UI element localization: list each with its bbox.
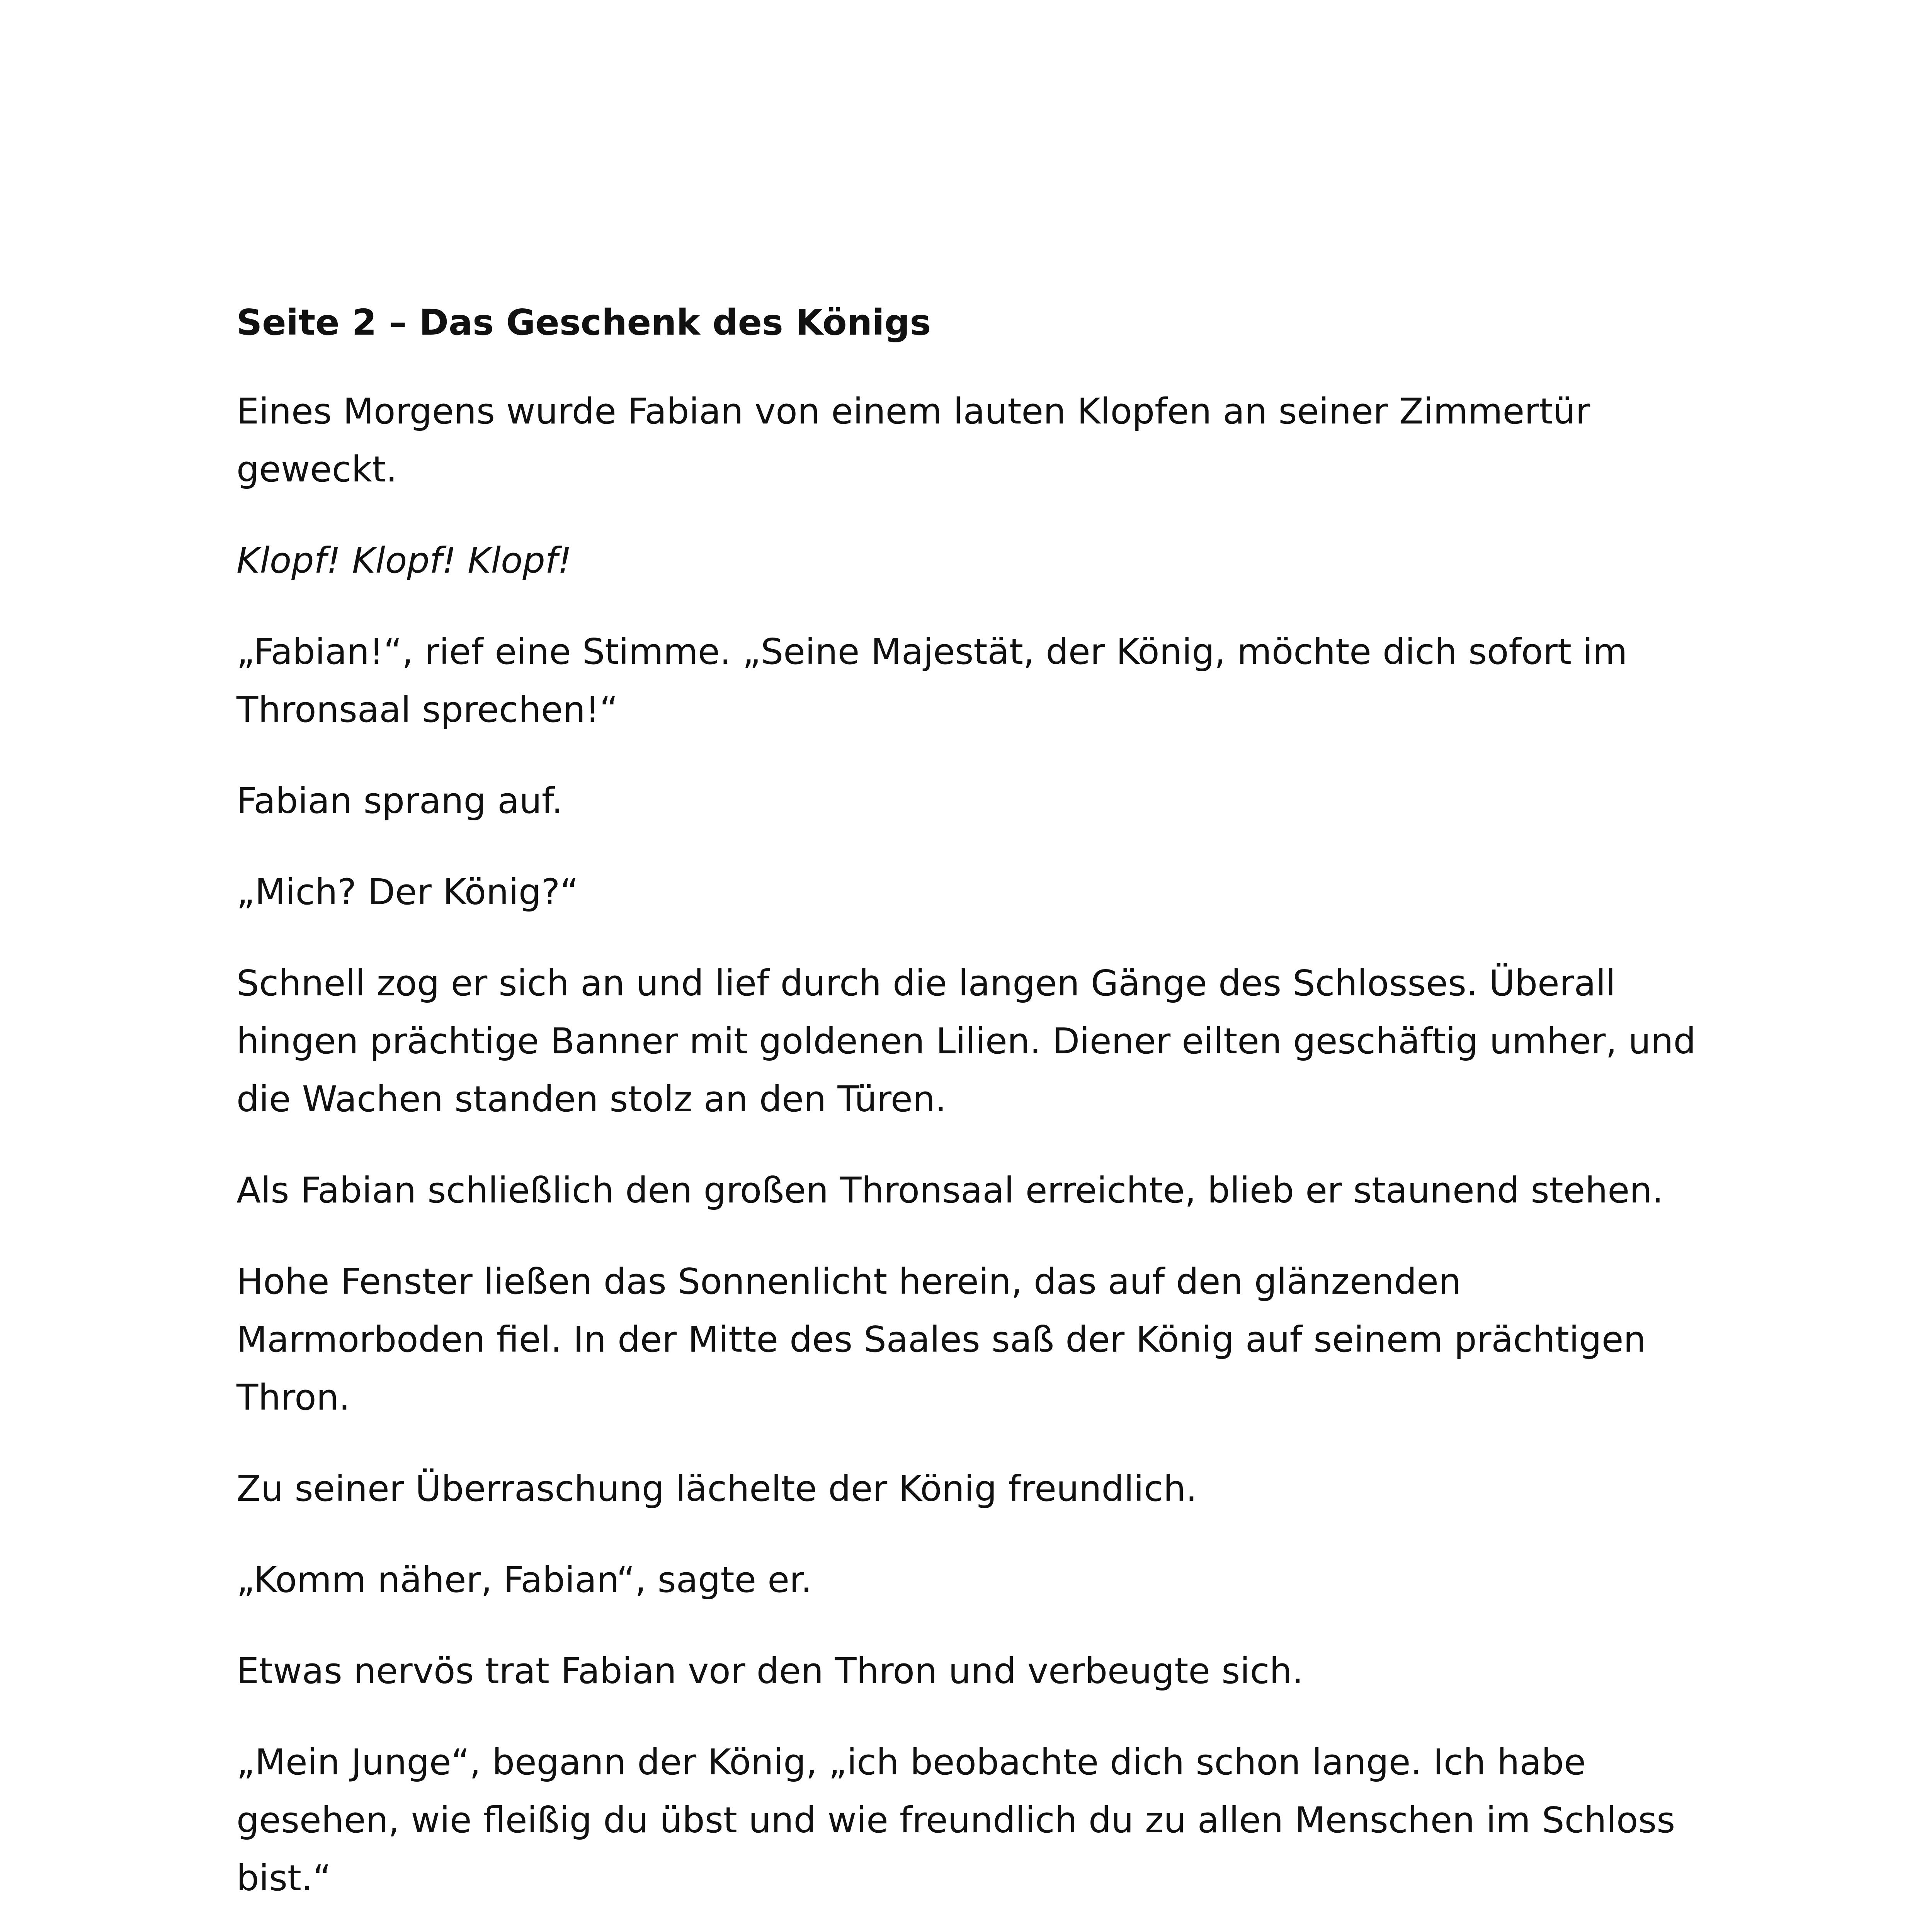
document-page [236, 294, 1697, 1932]
story-paragraph: „Mich? Der König?“ [236, 871, 578, 913]
story-paragraph: Eines Morgens wurde Fabian von einem lauten Klopfen an seiner Zimmertür geweckt. [236, 391, 1590, 490]
story-paragraph: Zu seiner Überraschung lächelte der König freundlich. [236, 1468, 1197, 1509]
story-paragraph: „Fabian!“, rief eine Stimme. „Seine Majestät, der König, möchte dich sofort im Thronsaal sprechen!“ [236, 631, 1628, 730]
page-heading: Seite 2 – Das Geschenk des Königs [236, 302, 931, 343]
story-paragraph: Hohe Fenster ließen das Sonnenlicht herein, das auf den glänzenden Marmorboden fiel. In der Mitte des Saales saß der König auf seinem prächtigen Thron. [236, 1261, 1646, 1418]
story-paragraph: Schnell zog er sich an und lief durch die langen Gänge des Schlosses. Überall hingen prächtige Banner mit goldenen Lilien. Diener eilten geschäftig umher, und die Wachen standen stolz an den Türen. [236, 963, 1696, 1120]
story-paragraph: Fabian sprang auf. [236, 780, 563, 821]
story-paragraph: „Mein Junge“, begann der König, „ich beobachte dich schon lange. Ich habe gesehen, wie fleißig du übst und wie freundlich du zu allen Menschen im Schloss bist.“ [236, 1742, 1675, 1899]
story-paragraph: Klopf! Klopf! Klopf! [236, 540, 572, 581]
story-paragraph: Etwas nervös trat Fabian vor den Thron und verbeugte sich. [236, 1650, 1303, 1692]
story-paragraph: Als Fabian schließlich den großen Thronsaal erreichte, blieb er staunend stehen. [236, 1170, 1664, 1211]
story-body [236, 383, 1697, 1932]
story-paragraph: „Komm näher, Fabian“, sagte er. [236, 1559, 812, 1600]
